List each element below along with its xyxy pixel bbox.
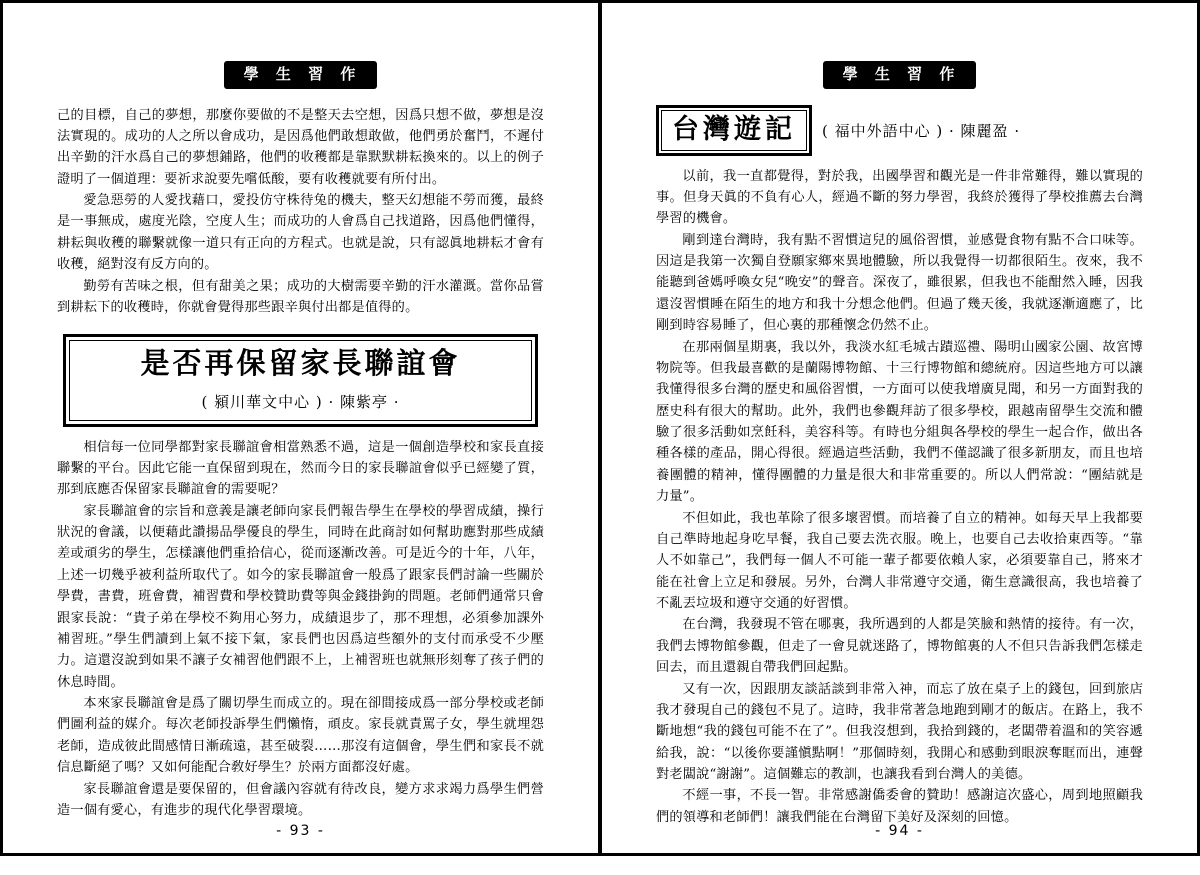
right-page — [600, 0, 1200, 856]
right-page-inner — [628, 61, 1171, 875]
page-number: - 94 - — [875, 823, 924, 839]
paragraph: 己的目標，自己的夢想，那麼你要做的不是整天去空想，因爲只想不做，夢想是沒法實現的。成功的人之所以會成功，是因爲他們敢想敢做，他們勇於奮鬥，不遲付出辛勤的汗水爲自己的夢想鋪路，他們的收穫都是靠默默耕耘換來的。以上的例子證明了一個道理：要祈求說要先嚐低酸，要有收穫就要有所付出。 — [57, 107, 544, 187]
left-page — [0, 0, 600, 856]
right-article-body — [656, 166, 1143, 829]
right-section-banner-row — [656, 61, 1143, 89]
paragraph: 愛急惡勞的人愛找藉口，愛投仿守株待兔的機夫，整天幻想能不勞而獲，最終是一事無成，處度光陰，空度人生；而成功的人會爲自己找道路，因爲他們懂得，耕耘與收穫的聯繫就像一道只有正向的方程式。也就是說，只有認眞地耕耘才會有收穫，絕對沒有反方向的。 — [57, 193, 544, 273]
paragraph: 家長聯誼會還是要保留的，但會議內容就有待改良，變方求求竭力爲學生們營造一個有愛心，有進步的現代化學習環境。 — [57, 781, 544, 818]
left-section-banner-row — [57, 61, 544, 89]
paragraph: 勤勞有苦味之根，但有甜美之果；成功的大樹需要辛勤的汗水灌溉。當你品嘗到耕耘下的收穫時，你就會覺得那些跟辛與付出都是值得的。 — [57, 278, 544, 315]
paragraph: 相信每一位同學都對家長聯誼會相當熟悉不過，這是一個創造學校和家長直接聯繫的平台。因此它能一直保留到現在，然而今日的家長聯誼會似乎已經變了質，那到底應否保留家長聯誼會的需要呢？ — [57, 439, 544, 498]
paragraph: 又有一次，因跟朋友談話談到非常入神，而忘了放在桌子上的錢包，回到旅店我才發現自己的錢包不見了。這時，我非常著急地跑到剛才的飯店。在路上，我不斷地想“我的錢包可能不在了”。但我沒想到，我拾到錢的，老闆帶着溫和的笑容遞給我，說：“以後你要謹愼點啊！”那個時刻，我開心和感動到眼淚奪眶而出，連聲對老闆說“謝謝”。這個難忘的教訓，也讓我看到台灣人的美德。 — [656, 681, 1143, 783]
left-page-inner — [29, 61, 572, 875]
paragraph: 在台灣，我發現不管在哪裏，我所遇到的人都是笑臉和熱情的接待。有一次，我們去博物館參觀，但走了一會見就迷路了，博物館裏的人不但只告訴我們怎樣走回去，而且還親自帶我們回起點。 — [656, 617, 1143, 676]
section-banner: 學 生 習 作 — [224, 61, 378, 89]
paragraph: 不經一事，不長一智。非常感謝僑委會的贊助！感謝這次盛心，周到地照顧我們的領導和老師們！讓我們能在台灣留下美好及深刻的回憶。 — [656, 788, 1143, 825]
paragraph: 不但如此，我也革除了很多壞習慣。而培養了自立的精神。如每天早上我都要自己準時地起身吃早餐，我自己要去洗衣服。晚上，也要自己去收拾東西等。“靠人不如靠己”，我們每一個人不可能一輩子都要依賴人家，必須要靠自己，將來才能在社會上立足和發展。另外，台灣人非常遵守交通，衛生意識很高，我也培養了不亂丟垃圾和遵守交通的好習慣。 — [656, 510, 1143, 612]
paragraph: 家長聯誼會的宗旨和意義是讓老師向家長們報告學生在學校的學習成績，操行狀況的會議，以便藉此讚揚品學優良的學生，同時在此商討如何幫助應對那些成績差或頑劣的學生，怎樣讓他們重拾信心，從而逐漸改善。可是近今的十年，八年，上述一切幾乎被利益所取代了。如今的家長聯誼會一般爲了跟家長們討論一些關於學費，書費，班會費，補習費和學校贊助費等與金錢掛鉤的問題。老師們通常只會跟家長說：“貴子弟在學校不夠用心努力，成績退步了，那不理想，必須參加課外補習班。”學生們讀到上氣不接下氣，家長們也因爲這些額外的支付而承受不少壓力。這還沒說到如果不讓子女補習他們跟不上，上補習班也就無形刻奪了孩子們的休息時間。 — [57, 503, 544, 690]
paragraph: 剛到達台灣時，我有點不習慣這兒的風俗習慣，並感覺食物有點不合口味等。因這是我第一次獨自登願家鄉來異地體驗，所以我覺得一切都很陌生。夜來，我不能聽到爸媽呼喚女兒“晚安”的聲音。深夜了，雖很累，但我也不能酣然入睡，因我還沒習慣睡在陌生的地方和我十分想念他們。但過了幾天後，我就逐漸適應了，比剛到時容易睡了，但心裏的那種懷念仍然不止。 — [656, 232, 1143, 334]
article-title: 台灣遊記 — [661, 110, 807, 151]
paragraph: 在那兩個星期裏，我以外，我淡水紅毛城古蹟巡禮、陽明山國家公園、故宮博物院等。但我最喜歡的是蘭陽博物館、十三行博物館和總統府。因這些地方可以讓我懂得很多台灣的歷史和風俗習慣，一方面可以使我增廣見聞，和另一方面對我的歷史科有很大的幫助。此外，我們也參觀拜訪了很多學校，跟越南留學生交流和體驗了很多活動如烹飪科，美容科等。有時也分組與各學校的學生一起合作，做出各種各樣的產品，開心得很。經過這些活動，我們不僅認識了很多新朋友，而且也培養團體的精神，懂得團體的力量是很大和非常重要的。所以人們常說：“團結就是力量”。 — [656, 339, 1143, 505]
paragraph: 本來家長聯誼會是爲了關切學生而成立的。現在卻間接成爲一部分學校或老師們圖利益的媒介。每次老師投訴學生們懶惰，頑皮。家長就責罵子女，學生就埋怨老師，造成彼此間感情日漸疏遠，甚至破裂……那沒有這個會，學生們和家長不就信息斷絕了嗎？又如何能配合敎好學生？於兩方面都沒好處。 — [57, 696, 544, 776]
article-byline: ( 福中外語中心 ) · 陳麗盈 · — [822, 121, 1021, 140]
article-title: 是否再保留家長聯誼會 — [140, 346, 461, 381]
article-title-frame — [63, 334, 538, 426]
paragraph: 以前，我一直都覺得，對於我，出國學習和觀光是一件非常難得，難以實現的事。但身天眞的不負有心人，經過不斷的努力學習，我終於獲得了學校推薦去台灣學習的機會。 — [656, 168, 1143, 227]
left-article-body — [57, 437, 544, 822]
left-continued-text — [57, 105, 544, 319]
article-title-box — [656, 105, 812, 156]
page-number: - 93 - — [276, 823, 325, 839]
section-banner: 學 生 習 作 — [823, 61, 977, 89]
right-article-title-row — [656, 105, 1143, 156]
article-byline: ( 潁川華文中心 ) · 陳紫亭 · — [201, 392, 400, 411]
article-title-frame-inner — [69, 340, 532, 420]
